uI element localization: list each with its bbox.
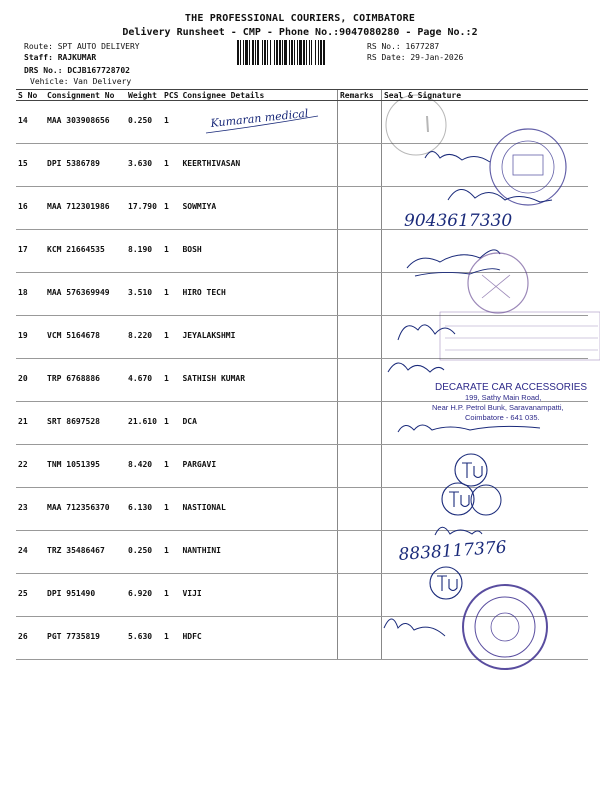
row-remarks [337,531,381,574]
row-consignment-no: PGT 7735819 [45,617,126,660]
row-seal [381,359,588,402]
row-seal [381,316,588,359]
row-pcs: 1 [162,101,180,144]
handwritten-note: Kumaran medical [209,106,309,130]
row-remarks [337,402,381,445]
row-remarks [337,574,381,617]
barcode-bar [318,40,319,65]
row-seal [381,488,588,531]
row-remarks [337,488,381,531]
barcode-bar [309,40,310,65]
row-pcs: 1 [162,617,180,660]
row-remarks [337,230,381,273]
barcode-bar [282,40,283,65]
barcode-bar [323,40,325,65]
row-consignee: JEYALAKSHMI [180,316,337,359]
barcode-bar [245,40,248,65]
row-consignee: KEERTHIVASAN [180,144,337,187]
row-weight: 3.510 [126,273,162,316]
row-consignee: DCA [180,402,337,445]
barcode-bar [284,40,287,65]
row-sno: 26 [16,617,45,660]
table-row [16,531,588,574]
column-header-seal: Seal & Signature [381,90,588,101]
handwritten-phone-2: 8838117376 [397,537,508,565]
row-consignment-no: KCM 21664535 [45,230,126,273]
row-consignee: SOWMIYA [180,187,337,230]
row-weight: 21.610 [126,402,162,445]
row-weight: 3.630 [126,144,162,187]
row-consignment-no: TNM 1051395 [45,445,126,488]
barcode-bar [264,40,266,65]
barcode-bar [276,40,278,65]
table-row [16,445,588,488]
row-weight: 4.670 [126,359,162,402]
table-row [16,187,588,230]
row-consignee [180,101,337,144]
stamp-decarate-address-2: Near H.P. Petrol Bunk, Saravanampatti, [432,403,564,412]
table-row [16,359,588,402]
row-consignee: BOSH [180,230,337,273]
staff-label: Staff: RAJKUMAR [24,53,97,62]
row-consignee: PARGAVI [180,445,337,488]
row-consignee: NASTIONAL [180,488,337,531]
barcode-bar [311,40,312,65]
row-sno: 20 [16,359,45,402]
row-pcs: 1 [162,316,180,359]
row-sno: 22 [16,445,45,488]
vehicle-label: Vehicle: Van Delivery [30,77,132,86]
barcode-bar [294,40,295,65]
row-pcs: 1 [162,273,180,316]
column-header-pcs: PCS [164,90,179,100]
runsheet-subtitle: Delivery Runsheet - CMP - Phone No.:9047080280 - Page No.:2 [122,27,478,38]
row-consignee: HDFC [180,617,337,660]
barcode-bar [315,40,316,65]
barcode-bar [320,40,322,65]
row-consignment-no: DPI 951490 [45,574,126,617]
barcode-bar [274,40,275,65]
row-sno: 18 [16,273,45,316]
handwritten-phone-1: 9043617330 [404,211,513,231]
row-remarks [337,273,381,316]
row-consignment-no: MAA 712356370 [45,488,126,531]
row-seal [381,574,588,617]
barcode-bar [289,40,290,65]
table-header-row [16,90,588,101]
row-weight: 6.130 [126,488,162,531]
row-remarks [337,617,381,660]
row-remarks [337,187,381,230]
row-sno: 14 [16,101,45,144]
runsheet-table [16,89,588,660]
row-seal [381,101,588,144]
row-pcs: 1 [162,402,180,445]
stamp-decarate-address-1: 199, Sathy Main Road, [465,393,542,402]
row-sno: 23 [16,488,45,531]
stamp-decarate-address-3: Coimbatore - 641 035. [465,413,540,422]
barcode-bar [299,40,302,65]
barcode-bar [252,40,254,65]
row-seal [381,230,588,273]
row-sno: 24 [16,531,45,574]
row-pcs: 1 [162,531,180,574]
table-row [16,574,588,617]
company-name: THE PROFESSIONAL COURIERS, COIMBATORE [184,13,416,24]
row-weight: 0.250 [126,101,162,144]
row-consignment-no: VCM 5164678 [45,316,126,359]
row-pcs: 1 [162,488,180,531]
row-seal [381,273,588,316]
row-consignee: SATHISH KUMAR [180,359,337,402]
row-consignment-no: SRT 8697528 [45,402,126,445]
row-seal [381,617,588,660]
row-remarks [337,316,381,359]
row-seal [381,144,588,187]
barcode-bar [303,40,305,65]
barcode-bar [297,40,298,65]
table-row [16,273,588,316]
row-weight: 5.630 [126,617,162,660]
row-pcs: 1 [162,144,180,187]
row-sno: 17 [16,230,45,273]
row-pcs: 1 [162,187,180,230]
barcode-image [237,40,363,65]
row-pcs: 1 [162,230,180,273]
table-row [16,402,588,445]
column-header-weight: Weight [126,90,162,101]
barcode-bar [291,40,293,65]
table-row [16,101,588,144]
barcode-bar [270,40,271,65]
column-header-sno: S No [16,90,45,101]
row-weight: 8.220 [126,316,162,359]
row-seal [381,445,588,488]
table-row [16,144,588,187]
barcode-bar [240,40,241,65]
row-consignee: NANTHINI [180,531,337,574]
table-row [16,488,588,531]
row-weight: 8.420 [126,445,162,488]
rs-number: RS No.: 1677287 [367,42,440,51]
row-consignee: VIJI [180,574,337,617]
row-consignee: HIRO TECH [180,273,337,316]
column-header-consignee: Consignee Details [180,90,337,101]
row-remarks [337,144,381,187]
row-pcs: 1 [162,359,180,402]
row-sno: 16 [16,187,45,230]
barcode-bar [279,40,281,65]
barcode-bar [243,40,244,65]
rs-date: RS Date: 29-Jan-2026 [367,53,464,62]
row-remarks [337,445,381,488]
row-weight: 8.190 [126,230,162,273]
barcode-bar [255,40,256,65]
route-label: Route: SPT AUTO DELIVERY [24,42,140,51]
row-consignment-no: MAA 303908656 [45,101,126,144]
row-sno: 15 [16,144,45,187]
row-consignment-no: MAA 712301986 [45,187,126,230]
table-row [16,316,588,359]
barcode-bar [306,40,307,65]
row-pcs: 1 [162,574,180,617]
row-seal [381,531,588,574]
row-remarks [337,101,381,144]
row-weight: 0.250 [126,531,162,574]
column-header-remarks: Remarks [337,90,381,101]
column-header-consignment: Consignment No [45,90,126,101]
row-consignment-no: TRP 6768886 [45,359,126,402]
row-consignment-no: MAA 576369949 [45,273,126,316]
barcode-bar [257,40,259,65]
row-remarks [337,359,381,402]
barcode-bar [237,40,239,65]
row-seal [381,187,588,230]
row-weight: 6.920 [126,574,162,617]
table-row [16,230,588,273]
stamp-decarate-name: DECARATE CAR ACCESSORIES [435,382,588,393]
row-sno: 19 [16,316,45,359]
barcode-bar [267,40,268,65]
row-sno: 21 [16,402,45,445]
drs-number: DRS No.: DCJB167728702 [24,66,130,75]
row-consignment-no: DPI 5386789 [45,144,126,187]
row-pcs: 1 [162,445,180,488]
barcode-bar [249,40,250,65]
table-row [16,617,588,660]
row-weight: 17.790 [126,187,162,230]
row-consignment-no: TRZ 35486467 [45,531,126,574]
row-sno: 25 [16,574,45,617]
barcode-bar [262,40,263,65]
row-seal [381,402,588,445]
